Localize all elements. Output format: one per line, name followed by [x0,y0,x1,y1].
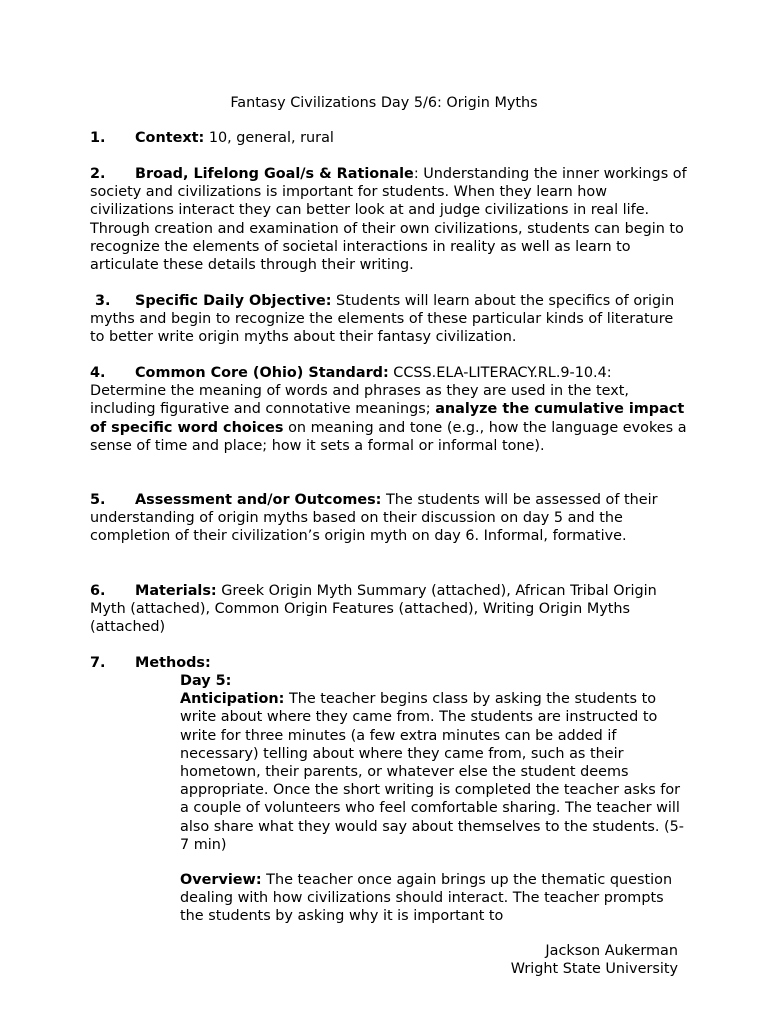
section-label: Context: [135,130,205,146]
overview-text: The teacher once again brings up the thematic question dealing with how civilizations should interact. The teacher prompts the students by asking why it is important to [180,872,673,925]
section-label: Assessment and/or Outcomes: [135,492,382,508]
section-text-end: on meaning and tone (e.g., how the language evokes a sense of time and place; how it sets a formal or informal tone). [90,419,687,454]
section-label: Specific Daily Objective: [135,293,332,309]
section-text: 10, general, rural [204,130,334,146]
methods-anticipation [180,672,690,854]
overview-label: Overview: [180,872,262,888]
section-number: 3. [95,293,111,309]
section-materials [90,582,690,637]
section-number: 5. [90,492,106,508]
section-label: Common Core (Ohio) Standard: [135,365,389,381]
author-name: Jackson Aukerman [545,943,678,959]
section-number: 6. [90,583,106,599]
anticipation-text: The teacher begins class by asking the students to write about where they came from. The students are instructed to write for three minutes (a few extra minutes can be added if necessary) telling about where they came from, such as their hometown, their parents, or whatever else the student deems appropriate. Once the short writing is completed the teacher asks for a couple of volunteers who feel comfortable sharing. The teacher will also share what they would say about themselves to the students. (5-7 min) [180,691,684,853]
section-goals [90,165,690,274]
section-text: The students will be assessed of their understanding of origin myths based on their discussion on day 5 and the completion of their civilization’s origin myth on day 6. Informal, formative. [90,492,658,545]
page-title: Fantasy Civilizations Day 5/6: Origin Myths [230,95,538,111]
anticipation-label: Anticipation: [180,691,285,708]
section-number: 4. [90,365,106,381]
section-objective [90,292,690,347]
section-context [90,129,690,147]
section-assessment [90,491,690,546]
day-label: Day 5: [180,673,232,689]
section-label: Methods: [135,655,211,671]
section-number: 1. [90,130,106,146]
section-bold-text: analyze the cumulative impact of specific word choices [90,401,685,436]
section-number: 7. [90,655,106,671]
section-label: Materials: [135,583,217,599]
footer [511,942,678,978]
section-text: CCSS.ELA-LITERACY.RL.9-10.4: Determine the meaning of words and phrases as they are used in the text, including figurative and connotative meanings; [90,365,629,418]
section-methods [90,654,690,672]
section-number: 2. [90,166,106,182]
methods-overview [180,871,690,926]
section-standard [90,364,690,455]
section-text: Greek Origin Myth Summary (attached), African Tribal Origin Myth (attached), Common Origin Features (attached), Writing Origin Myths (attached) [90,583,657,636]
section-label: Broad, Lifelong Goal/s & Rationale [135,166,414,182]
section-text: : Understanding the inner workings of society and civilizations is important for students. When they learn how civilizations interact they can better look at and judge civilizations in real life. Through creation and examination of their own civilizations, students can begin to recognize the elements of societal interactions in reality as well as learn to articulate these details through their writing. [90,166,687,274]
section-text: Students will learn about the specifics of origin myths and begin to recognize the elements of these particular kinds of literature to better write origin myths about their fantasy civilization. [90,293,675,346]
university-name: Wright State University [510,961,678,978]
